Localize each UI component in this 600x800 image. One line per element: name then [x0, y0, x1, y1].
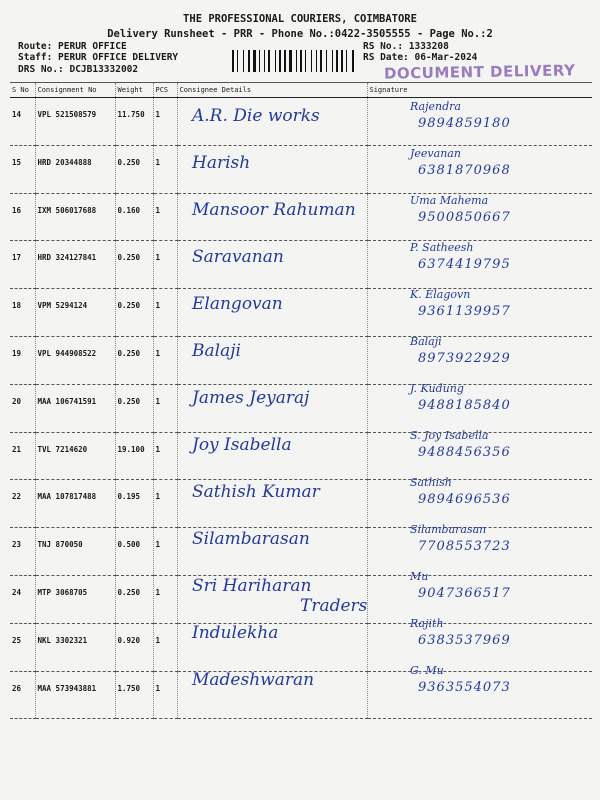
- signature: Rajith: [410, 617, 444, 630]
- row-pcs: 1: [153, 289, 177, 337]
- phone-number: 9488456356: [418, 445, 511, 460]
- row-pcs: 1: [153, 193, 177, 241]
- consignee-name: Saravanan: [192, 247, 284, 267]
- row-weight: 11.750: [115, 98, 153, 146]
- row-sno: 25: [10, 623, 35, 671]
- row-consignment: MAA 573943881: [35, 671, 115, 719]
- consignee-name-line2: Traders: [300, 596, 368, 616]
- signature: Mu: [410, 570, 429, 583]
- signature: J. Kudung: [410, 382, 464, 395]
- phone-number: 9363554073: [418, 680, 511, 695]
- row-weight: 0.920: [115, 623, 153, 671]
- row-weight: 0.250: [115, 289, 153, 337]
- row-sno: 15: [10, 145, 35, 193]
- row-consignment: VPM 5294124: [35, 289, 115, 337]
- row-consignment: IXM 506017688: [35, 193, 115, 241]
- signature: G. Mu: [410, 664, 444, 677]
- row-pcs: 1: [153, 336, 177, 384]
- consignee-name: Elangovan: [192, 294, 283, 314]
- row-weight: 0.250: [115, 336, 153, 384]
- signature: Balaji: [410, 335, 442, 348]
- consignee-name: Mansoor Rahuman: [192, 200, 356, 220]
- signature: Uma Mahema: [410, 194, 489, 207]
- phone-number: 9894859180: [418, 116, 511, 131]
- table-header-row: [10, 83, 592, 98]
- col-signature: Signature: [367, 83, 592, 98]
- phone-number: 9500850667: [418, 210, 511, 225]
- row-sno: 14: [10, 98, 35, 146]
- consignee-name: Harish: [192, 153, 251, 173]
- document-delivery-stamp: DOCUMENT DELIVERY: [383, 61, 576, 83]
- phone-number: 6381870968: [418, 163, 511, 178]
- row-sno: 18: [10, 289, 35, 337]
- row-pcs: 1: [153, 575, 177, 623]
- row-consignment: VPL 944908522: [35, 336, 115, 384]
- runsheet-subtitle: Delivery Runsheet - PRR - Phone No.:0422-3505555 - Page No.:2: [107, 28, 493, 40]
- col-sno: S No: [10, 83, 35, 98]
- phone-number: 7708553723: [418, 539, 511, 554]
- row-sno: 26: [10, 671, 35, 719]
- row-weight: 0.195: [115, 480, 153, 528]
- row-consignment: NKL 3302321: [35, 623, 115, 671]
- consignee-name: Joy Isabella: [192, 435, 292, 455]
- signature: Rajendra: [410, 100, 461, 113]
- consignee-name: Silambarasan: [192, 529, 310, 549]
- row-consignment: VPL 521508579: [35, 98, 115, 146]
- staff-label: Staff: PERUR OFFICE DELIVERY: [18, 52, 179, 63]
- row-sno: 23: [10, 528, 35, 576]
- signature: S. Joy Isabella: [410, 429, 489, 442]
- col-consignment: Consignment No: [35, 83, 115, 98]
- consignee-name: James Jeyaraj: [192, 388, 310, 408]
- row-consignment: TVL 7214620: [35, 432, 115, 480]
- row-pcs: 1: [153, 241, 177, 289]
- rs-number: RS No.: 1333208: [363, 41, 449, 52]
- company-title: THE PROFESSIONAL COURIERS, COIMBATORE: [183, 13, 417, 25]
- row-consignment: MAA 106741591: [35, 384, 115, 432]
- row-weight: 19.100: [115, 432, 153, 480]
- row-consignment: HRD 324127841: [35, 241, 115, 289]
- row-pcs: 1: [153, 623, 177, 671]
- barcode: [232, 50, 357, 72]
- row-weight: 0.250: [115, 575, 153, 623]
- phone-number: 9047366517: [418, 586, 511, 601]
- row-sno: 19: [10, 336, 35, 384]
- signature: K. Elagovn: [410, 288, 471, 301]
- row-sno: 22: [10, 480, 35, 528]
- phone-number: 6383537969: [418, 633, 511, 648]
- row-consignment: TNJ 870050: [35, 528, 115, 576]
- row-weight: 0.250: [115, 241, 153, 289]
- phone-number: 9488185840: [418, 398, 511, 413]
- row-consignment: MAA 107817488: [35, 480, 115, 528]
- signature: Silambarasan: [410, 523, 487, 536]
- phone-number: 9894696536: [418, 492, 511, 507]
- row-weight: 0.160: [115, 193, 153, 241]
- row-weight: 0.500: [115, 528, 153, 576]
- col-weight: Weight: [115, 83, 153, 98]
- row-pcs: 1: [153, 98, 177, 146]
- row-consignment: HRD 20344888: [35, 145, 115, 193]
- row-weight: 0.250: [115, 384, 153, 432]
- consignee-name: Madeshwaran: [192, 670, 315, 690]
- row-pcs: 1: [153, 528, 177, 576]
- consignee-name: Sri Hariharan: [192, 576, 312, 596]
- consignee-name: Sathish Kumar: [192, 482, 320, 502]
- row-pcs: 1: [153, 671, 177, 719]
- row-pcs: 1: [153, 384, 177, 432]
- phone-number: 8973922929: [418, 351, 511, 366]
- row-sno: 21: [10, 432, 35, 480]
- row-pcs: 1: [153, 480, 177, 528]
- row-consignment: MTP 3068705: [35, 575, 115, 623]
- signature: Sathish: [410, 476, 452, 489]
- route-label: Route: PERUR OFFICE: [18, 41, 127, 52]
- row-pcs: 1: [153, 432, 177, 480]
- row-weight: 0.250: [115, 145, 153, 193]
- row-sno: 16: [10, 193, 35, 241]
- consignee-name: A.R. Die works: [192, 106, 320, 126]
- row-sno: 24: [10, 575, 35, 623]
- consignee-name: Indulekha: [192, 623, 279, 643]
- col-pcs: PCS: [153, 83, 177, 98]
- rs-date: RS Date: 06-Mar-2024: [363, 52, 478, 63]
- phone-number: 6374419795: [418, 257, 511, 272]
- signature: P. Satheesh: [410, 241, 474, 254]
- drs-number: DRS No.: DCJB13332002: [18, 64, 139, 75]
- row-sno: 20: [10, 384, 35, 432]
- signature: Jeevanan: [410, 147, 461, 160]
- row-sno: 17: [10, 241, 35, 289]
- col-consignee: Consignee Details: [177, 83, 367, 98]
- row-weight: 1.750: [115, 671, 153, 719]
- consignee-name: Balaji: [192, 341, 241, 361]
- row-pcs: 1: [153, 145, 177, 193]
- phone-number: 9361139957: [418, 304, 511, 319]
